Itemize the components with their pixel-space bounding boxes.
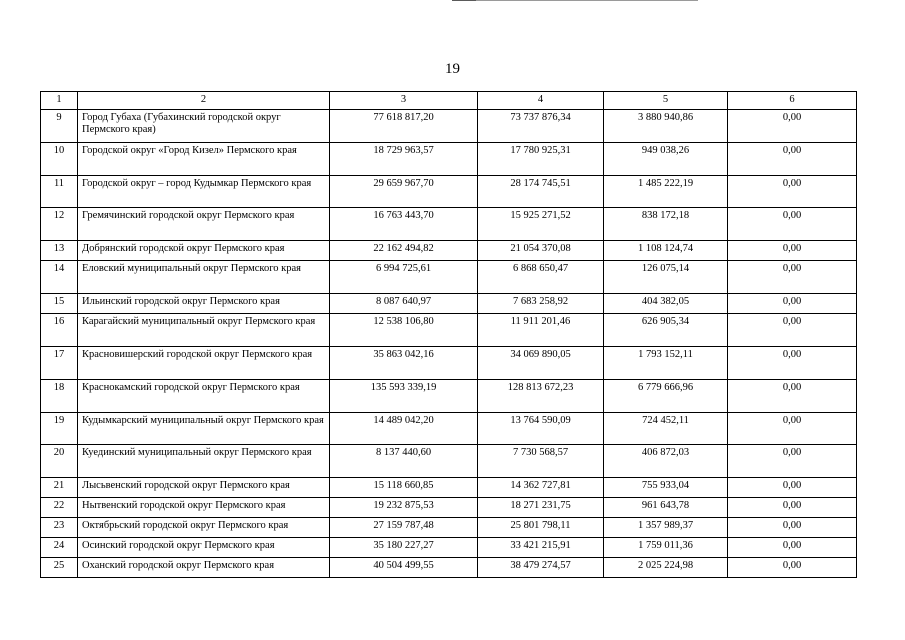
column-4-value-cell: 73 737 876,34 — [478, 110, 604, 143]
table-row — [41, 380, 857, 413]
column-4-value-cell: 128 813 672,23 — [478, 380, 604, 413]
column-6-value-cell: 0,00 — [728, 445, 857, 478]
column-3-value-cell: 35 863 042,16 — [330, 347, 478, 380]
column-3-value-cell: 19 232 875,53 — [330, 498, 478, 518]
column-3-value-cell: 14 489 042,20 — [330, 413, 478, 445]
row-number-cell: 13 — [41, 241, 78, 261]
table-row — [41, 445, 857, 478]
column-3-value-cell: 77 618 817,20 — [330, 110, 478, 143]
table-row — [41, 478, 857, 498]
row-number-cell: 14 — [41, 261, 78, 294]
column-4-value-cell: 21 054 370,08 — [478, 241, 604, 261]
column-5-value-cell: 626 905,34 — [604, 314, 728, 347]
page-number: 19 — [445, 61, 460, 77]
column-3-value-cell: 22 162 494,82 — [330, 241, 478, 261]
row-number-cell: 25 — [41, 558, 78, 578]
column-3-value-cell: 8 087 640,97 — [330, 294, 478, 314]
municipality-name-cell: Октябрьский городской округ Пермского края — [78, 518, 330, 538]
municipality-name-cell: Оханский городской округ Пермского края — [78, 558, 330, 578]
column-5-value-cell: 961 643,78 — [604, 498, 728, 518]
column-3-value-cell: 6 994 725,61 — [330, 261, 478, 294]
column-3-value-cell: 27 159 787,48 — [330, 518, 478, 538]
row-number-cell: 19 — [41, 413, 78, 445]
column-6-value-cell: 0,00 — [728, 380, 857, 413]
municipality-name-cell: Город Губаха (Губахинский городской округ Пермского края) — [78, 110, 330, 143]
column-3-value-cell: 29 659 967,70 — [330, 176, 478, 208]
column-6-value-cell: 0,00 — [728, 314, 857, 347]
municipality-name-cell: Городской округ «Город Кизел» Пермского края — [78, 143, 330, 176]
column-5-value-cell: 406 872,03 — [604, 445, 728, 478]
municipality-name-cell: Карагайский муниципальный округ Пермского края — [78, 314, 330, 347]
column-4-value-cell: 11 911 201,46 — [478, 314, 604, 347]
column-header: 3 — [330, 92, 478, 110]
column-5-value-cell: 1 357 989,37 — [604, 518, 728, 538]
row-number-cell: 12 — [41, 208, 78, 241]
column-6-value-cell: 0,00 — [728, 176, 857, 208]
column-header: 2 — [78, 92, 330, 110]
column-4-value-cell: 34 069 890,05 — [478, 347, 604, 380]
column-3-value-cell: 35 180 227,27 — [330, 538, 478, 558]
column-3-value-cell: 18 729 963,57 — [330, 143, 478, 176]
table-row — [41, 143, 857, 176]
municipality-name-cell: Гремячинский городской округ Пермского края — [78, 208, 330, 241]
column-header: 6 — [728, 92, 857, 110]
table-row — [41, 208, 857, 241]
row-number-cell: 22 — [41, 498, 78, 518]
column-5-value-cell: 3 880 940,86 — [604, 110, 728, 143]
row-number-cell: 15 — [41, 294, 78, 314]
row-number-cell: 11 — [41, 176, 78, 208]
column-5-value-cell: 6 779 666,96 — [604, 380, 728, 413]
column-5-value-cell: 1 108 124,74 — [604, 241, 728, 261]
column-header: 5 — [604, 92, 728, 110]
column-6-value-cell: 0,00 — [728, 518, 857, 538]
top-edge-rule-mark — [452, 0, 476, 1]
column-4-value-cell: 33 421 215,91 — [478, 538, 604, 558]
column-6-value-cell: 0,00 — [728, 538, 857, 558]
column-6-value-cell: 0,00 — [728, 558, 857, 578]
top-edge-rule — [452, 0, 698, 1]
column-4-value-cell: 7 683 258,92 — [478, 294, 604, 314]
row-number-cell: 10 — [41, 143, 78, 176]
column-3-value-cell: 15 118 660,85 — [330, 478, 478, 498]
column-5-value-cell: 1 759 011,36 — [604, 538, 728, 558]
table-row — [41, 294, 857, 314]
column-5-value-cell: 1 485 222,19 — [604, 176, 728, 208]
column-4-value-cell: 7 730 568,57 — [478, 445, 604, 478]
column-6-value-cell: 0,00 — [728, 143, 857, 176]
column-5-value-cell: 1 793 152,11 — [604, 347, 728, 380]
row-number-cell: 16 — [41, 314, 78, 347]
row-number-cell: 23 — [41, 518, 78, 538]
municipality-name-cell: Лысьвенский городской округ Пермского края — [78, 478, 330, 498]
column-5-value-cell: 838 172,18 — [604, 208, 728, 241]
municipality-name-cell: Еловский муниципальный округ Пермского края — [78, 261, 330, 294]
column-4-value-cell: 18 271 231,75 — [478, 498, 604, 518]
column-4-value-cell: 6 868 650,47 — [478, 261, 604, 294]
column-header: 1 — [41, 92, 78, 110]
column-4-value-cell: 17 780 925,31 — [478, 143, 604, 176]
column-5-value-cell: 724 452,11 — [604, 413, 728, 445]
municipality-name-cell: Красновишерский городской округ Пермского края — [78, 347, 330, 380]
column-6-value-cell: 0,00 — [728, 241, 857, 261]
row-number-cell: 17 — [41, 347, 78, 380]
column-6-value-cell: 0,00 — [728, 110, 857, 143]
municipality-name-cell: Краснокамский городской округ Пермского края — [78, 380, 330, 413]
column-4-value-cell: 28 174 745,51 — [478, 176, 604, 208]
table-row — [41, 347, 857, 380]
column-4-value-cell: 15 925 271,52 — [478, 208, 604, 241]
table-row — [41, 558, 857, 578]
column-3-value-cell: 8 137 440,60 — [330, 445, 478, 478]
municipality-name-cell: Кудымкарский муниципальный округ Пермского края — [78, 413, 330, 445]
municipality-name-cell: Куединский муниципальный округ Пермского края — [78, 445, 330, 478]
column-3-value-cell: 40 504 499,55 — [330, 558, 478, 578]
table-row — [41, 498, 857, 518]
table-row — [41, 176, 857, 208]
column-3-value-cell: 12 538 106,80 — [330, 314, 478, 347]
table-row — [41, 314, 857, 347]
column-5-value-cell: 949 038,26 — [604, 143, 728, 176]
column-6-value-cell: 0,00 — [728, 413, 857, 445]
column-3-value-cell: 135 593 339,19 — [330, 380, 478, 413]
column-6-value-cell: 0,00 — [728, 478, 857, 498]
municipality-name-cell: Осинский городской округ Пермского края — [78, 538, 330, 558]
column-4-value-cell: 25 801 798,11 — [478, 518, 604, 538]
row-number-cell: 18 — [41, 380, 78, 413]
column-4-value-cell: 13 764 590,09 — [478, 413, 604, 445]
municipality-name-cell: Ильинский городской округ Пермского края — [78, 294, 330, 314]
row-number-cell: 20 — [41, 445, 78, 478]
column-4-value-cell: 38 479 274,57 — [478, 558, 604, 578]
column-3-value-cell: 16 763 443,70 — [330, 208, 478, 241]
row-number-cell: 24 — [41, 538, 78, 558]
column-6-value-cell: 0,00 — [728, 208, 857, 241]
table-row — [41, 110, 857, 143]
column-header: 4 — [478, 92, 604, 110]
column-6-value-cell: 0,00 — [728, 261, 857, 294]
municipality-name-cell: Нытвенский городской округ Пермского края — [78, 498, 330, 518]
row-number-cell: 21 — [41, 478, 78, 498]
column-4-value-cell: 14 362 727,81 — [478, 478, 604, 498]
municipality-name-cell: Городской округ – город Кудымкар Пермского края — [78, 176, 330, 208]
table-row — [41, 538, 857, 558]
column-5-value-cell: 126 075,14 — [604, 261, 728, 294]
budget-distribution-table — [40, 91, 857, 578]
table-row — [41, 241, 857, 261]
column-number-row — [41, 92, 857, 110]
table-row — [41, 518, 857, 538]
column-5-value-cell: 404 382,05 — [604, 294, 728, 314]
column-6-value-cell: 0,00 — [728, 294, 857, 314]
municipality-name-cell: Добрянский городской округ Пермского края — [78, 241, 330, 261]
column-6-value-cell: 0,00 — [728, 498, 857, 518]
table-row — [41, 413, 857, 445]
column-5-value-cell: 755 933,04 — [604, 478, 728, 498]
row-number-cell: 9 — [41, 110, 78, 143]
column-6-value-cell: 0,00 — [728, 347, 857, 380]
table-body — [41, 92, 857, 578]
column-5-value-cell: 2 025 224,98 — [604, 558, 728, 578]
table-row — [41, 261, 857, 294]
